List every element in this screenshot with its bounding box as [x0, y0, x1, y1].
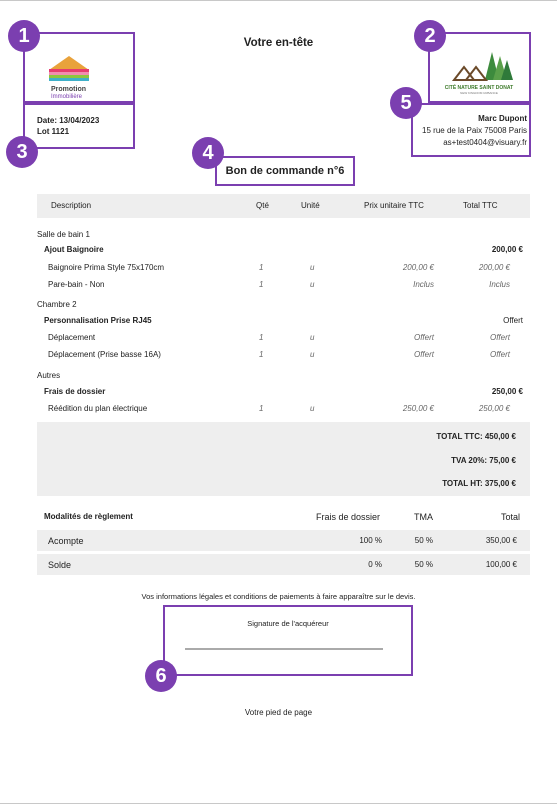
logo-stripe-2 [49, 72, 89, 75]
option-name: Frais de dossier [44, 387, 106, 396]
order-title-box[interactable] [215, 156, 355, 186]
line-price: 200,00 € [402, 263, 434, 272]
line-unit: u [310, 263, 315, 272]
logo-left-line1: Promotion [51, 86, 86, 93]
total-ttc: TOTAL TTC: 450,00 € [436, 432, 516, 441]
line-unit: u [310, 280, 315, 289]
line-qty: 1 [259, 404, 264, 413]
payment-row [37, 554, 530, 575]
date-text: Date: 13/04/2023 [37, 116, 100, 125]
callout-badge-1: 1 [8, 20, 40, 52]
callout-badge-3: 3 [6, 136, 38, 168]
section-name: Salle de bain 1 [37, 230, 90, 239]
line-price: Offert [413, 333, 434, 342]
line-desc: Pare-bain - Non [48, 280, 105, 289]
line-desc: Déplacement (Prise basse 16A) [48, 350, 161, 359]
signature-box[interactable] [163, 605, 413, 676]
line-total: 200,00 € [478, 263, 510, 272]
payment-label: Acompte [48, 536, 84, 546]
line-unit: u [310, 350, 315, 359]
line-desc: Réédition du plan électrique [48, 404, 148, 413]
line-total: Inclus [489, 280, 510, 289]
date-lot-box[interactable] [23, 103, 135, 149]
col-description: Description [51, 201, 92, 210]
option-name: Personnalisation Prise RJ45 [44, 316, 152, 325]
line-desc: Baignoire Prima Style 75x170cm [48, 263, 165, 272]
line-unit: u [310, 333, 315, 342]
line-price: 250,00 € [402, 404, 434, 413]
logo-right-line2: NEW KINGDOM URBANCE [460, 91, 498, 95]
line-total: Offert [489, 333, 510, 342]
section-name: Chambre 2 [37, 300, 77, 309]
cite-nature-logo-icon [430, 34, 529, 101]
line-total: 250,00 € [478, 404, 510, 413]
logo-right-line1: CITÉ NATURE SAINT DONAT [444, 85, 514, 91]
line-qty: 1 [259, 333, 264, 342]
line-qty: 1 [259, 280, 264, 289]
payment-tma: 50 % [414, 560, 433, 569]
line-qty: 1 [259, 263, 264, 272]
footer-text: Votre pied de page [244, 708, 313, 717]
client-address: 15 rue de la Paix 75008 Paris [422, 126, 527, 135]
option-total: Offert [503, 316, 523, 325]
payment-header-total: Total [500, 512, 520, 522]
lot-text: Lot 1121 [37, 127, 70, 136]
col-unit: Unité [301, 201, 320, 210]
payment-header-fees: Frais de dossier [316, 512, 381, 522]
total-tva: TVA 20%: 75,00 € [451, 456, 516, 465]
option-total: 200,00 € [491, 245, 523, 254]
col-qty: Qté [256, 201, 269, 210]
legal-text: Vos informations légales et conditions de paiements à faire apparaître sur le devis. [141, 592, 416, 601]
top-border [0, 0, 557, 1]
line-unit: u [310, 404, 315, 413]
logo-stripe-3 [49, 75, 89, 78]
line-desc: Déplacement [48, 333, 96, 342]
logo-box[interactable] [23, 32, 135, 103]
signature-label: Signature de l'acquéreur [247, 619, 329, 628]
payment-row [37, 530, 530, 551]
payment-header-label: Modalités de règlement [44, 512, 133, 521]
totals-block [37, 422, 530, 496]
client-name: Marc Dupont [478, 114, 527, 123]
order-title: Bon de commande n°6 [225, 165, 345, 177]
line-price: Offert [413, 350, 434, 359]
col-total: Total TTC [463, 201, 498, 210]
option-total: 250,00 € [491, 387, 523, 396]
client-box[interactable] [411, 103, 531, 157]
total-ht: TOTAL HT: 375,00 € [442, 479, 516, 488]
line-qty: 1 [259, 350, 264, 359]
logo-left-line2: Immobilière [51, 94, 83, 100]
line-total: Offert [489, 350, 510, 359]
line-price: Inclus [413, 280, 434, 289]
payment-total: 350,00 € [485, 536, 517, 545]
payment-fees: 0 % [368, 560, 382, 569]
option-name: Ajout Baignoire [44, 245, 104, 254]
bottom-border [0, 803, 557, 804]
section-name: Autres [37, 371, 61, 380]
promotion-logo-icon [25, 34, 133, 101]
callout-badge-2: 2 [414, 20, 446, 52]
logo-roof-shape [49, 56, 89, 70]
payment-header-tma: TMA [414, 512, 433, 522]
col-unit-price: Prix unitaire TTC [364, 201, 424, 210]
callout-badge-6: 6 [145, 660, 177, 692]
signature-line [185, 648, 383, 650]
callout-badge-4: 4 [192, 137, 224, 169]
header-title: Votre en-tête [243, 37, 314, 49]
table-header [37, 194, 530, 218]
payment-tma: 50 % [414, 536, 433, 545]
logo-stripe-4 [49, 78, 89, 81]
payment-label: Solde [48, 560, 72, 570]
client-email: as+test0404@visuary.fr [443, 138, 527, 147]
callout-badge-5: 5 [390, 87, 422, 119]
logo-stripe-1 [49, 69, 89, 72]
payment-fees: 100 % [359, 536, 382, 545]
payment-total: 100,00 € [485, 560, 517, 569]
